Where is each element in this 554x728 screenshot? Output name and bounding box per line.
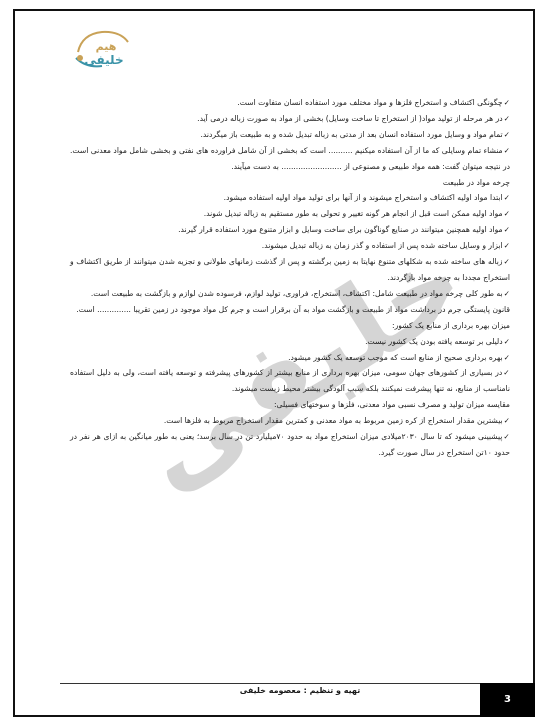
paragraph-text: میزان بهره برداری از منابع یک کشور: <box>392 320 510 330</box>
paragraph-text: مقایسه میزان تولید و مصرف نسبی مواد معدنی، فلزها و سوختهای فسیلی: <box>273 400 510 410</box>
paragraph <box>70 350 510 366</box>
paragraph-text: پیشبینی میشود که تا سال ۲۰۳۰میلادی میزان استخراج مواد به حدود ۷۰میلیارد تن در سال برسد؛ یعنی به طور میانگین به ازای هر نفر در حدود ۱۰تن استخراج در سال صورت گیرد. <box>70 432 510 457</box>
paragraph-text: چرخه مواد در طبیعت <box>442 177 510 187</box>
paragraph-text: چگونگی اکتشاف و استخراج فلزها و مواد مختلف مورد استفاده انسان متفاوت است. <box>237 98 503 107</box>
checkmark-icon: ✓ <box>503 416 510 426</box>
logo-text-bottom: خلیفی <box>84 53 124 67</box>
paragraph-text: به طور کلی چرخه مواد در طبیعت شامل: اکتشاف، استخراج، فراوری، تولید لوازم، فرسوده شدن لوازم و بازگشت به طبیعت است. <box>90 288 503 298</box>
paragraph <box>70 365 510 397</box>
paragraph <box>70 95 510 111</box>
paragraph <box>70 397 510 413</box>
page-number: 3 <box>480 683 535 717</box>
paragraph <box>70 175 510 191</box>
logo-text-top: هیم <box>95 40 117 53</box>
checkmark-icon: ✓ <box>503 257 510 267</box>
paragraph-text: مواد اولیه همچنین میتوانند در صنایع گوناگون برای ساخت وسایل و ابزار متنوع مورد استفاده قرار گیرند. <box>178 225 503 235</box>
paragraph <box>70 206 510 222</box>
paragraph <box>70 334 510 350</box>
brand-logo <box>72 28 132 74</box>
checkmark-icon: ✓ <box>503 129 510 139</box>
paragraph-text: زباله های ساخته شده به شکلهای متنوع نهایتا به زمین برگشته و پس از گذشت زمانهای طولانی و تجزیه شدن میتوانند از طریق اکتشاف و استخراج مجددا به چرخه مواد بازگردند. <box>70 257 510 282</box>
paragraph-text: منشاء تمام وسایلی که ما از آن استفاده میکنیم .......... است که بخشی از آن شامل فراورده های نفتی و بخشی شامل مواد معدنی است. در نتیجه میتوان گفت: همه مواد طبیعی و مصنوعی از ......................... به دست میآیند. <box>70 145 510 171</box>
paragraph-text: مواد اولیه ممکن است قبل از انجام هر گونه تغییر و تحولی به طور مستقیم به زباله تبدیل شوند. <box>203 209 503 219</box>
paragraph-text: در بسیاری از کشورهای جهان سومی، میزان بهره برداری از منابع بیشتر از کشورهای پیشرفته و توسعه یافته است، ولی به دلیل استفاده نامناسب از منابع، نه تنها پیشرفت نمیکنند بلکه سبب آلودگی بیشتر محیط زیست میشوند. <box>70 368 510 394</box>
checkmark-icon: ✓ <box>503 288 510 298</box>
paragraph-text: ابتدا مواد اولیه اکتشاف و استخراج میشوند و از آنها برای تولید مواد اولیه استفاده میشود. <box>223 193 503 203</box>
paragraph <box>70 254 510 286</box>
paragraph <box>70 318 510 334</box>
checkmark-icon: ✓ <box>503 209 510 219</box>
checkmark-icon: ✓ <box>503 241 510 251</box>
checkmark-icon: ✓ <box>503 225 510 235</box>
checkmark-icon: ✓ <box>503 193 510 203</box>
paragraph-text: بهره برداری صحیح از منابع است که موجب توسعه یک کشور میشود. <box>288 352 503 362</box>
checkmark-icon: ✓ <box>503 98 510 107</box>
paragraph-text: دلیلی بر توسعه یافته بودن یک کشور نیست. <box>365 336 503 346</box>
paragraph <box>70 127 510 143</box>
footer-author: تهیه و تنظیم : معصومه خلیفی <box>239 686 361 695</box>
checkmark-icon: ✓ <box>503 113 510 123</box>
footer-divider <box>60 683 480 684</box>
watermark-text: خلیفی <box>150 250 470 510</box>
paragraph-text: تمام مواد و وسایل مورد استفاده انسان بعد از مدتی به زباله تبدیل شده و به طبیعت باز میگردند. <box>200 129 503 139</box>
paragraph <box>70 222 510 238</box>
checkmark-icon: ✓ <box>503 145 510 155</box>
paragraph <box>70 143 510 175</box>
paragraph <box>70 286 510 302</box>
paragraph <box>70 111 510 127</box>
paragraph-text: در هر مرحله از تولید مواد( از استخراج تا ساخت وسایل) بخشی از مواد به صورت زباله درمی آید. <box>197 113 503 123</box>
paragraph <box>70 190 510 206</box>
paragraph <box>70 429 510 461</box>
paragraph <box>70 302 510 318</box>
checkmark-icon: ✓ <box>503 352 510 362</box>
checkmark-icon: ✓ <box>503 432 510 442</box>
paragraph-text: بیشترین مقدار استخراج از کره زمین مربوط به مواد معدنی و کمترین مقدار استخراج مربوط به فلزها است. <box>163 416 503 426</box>
paragraph-text: ابزار و وسایل ساخته شده پس از استفاده و گذر زمان به زباله تبدیل میشوند. <box>261 241 503 251</box>
paragraph <box>70 238 510 254</box>
document-body <box>70 95 510 461</box>
paragraph-text: قانون پایستگی جرم در برداشت مواد از طبیعت و بازگشت مواد به آن برقرار است و جرم کل مواد موجود در زمین تقریبا .............. است. <box>76 304 510 314</box>
checkmark-icon: ✓ <box>503 336 510 346</box>
checkmark-icon: ✓ <box>503 368 510 378</box>
paragraph <box>70 413 510 429</box>
